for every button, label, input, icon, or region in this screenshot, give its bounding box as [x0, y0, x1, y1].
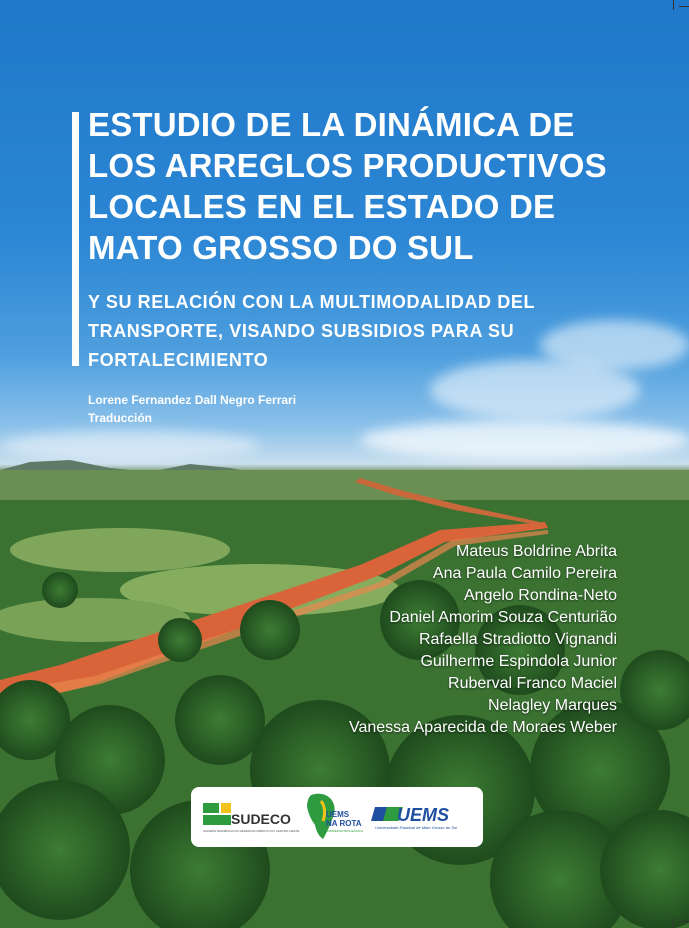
translator-block [88, 391, 296, 427]
author-name: Nelagley Marques [488, 697, 617, 714]
crop-mark [673, 0, 674, 10]
author-name: Rafaella Stradiotto Vignandi [418, 631, 617, 648]
uems-na-rota-line1: UEMS [326, 810, 350, 819]
logos-graphic [191, 787, 483, 847]
author-name: Angelo Rondina-Neto [464, 587, 617, 604]
uems-na-rota-logo [307, 794, 364, 839]
uems-tagline: Universidade Estadual de Mato Grosso do Sul [375, 825, 458, 830]
sudeco-logo [203, 803, 299, 833]
author-list [349, 541, 617, 739]
author-name: Vanessa Aparecida de Moraes Weber [348, 719, 617, 736]
crop-mark [679, 6, 689, 7]
author-name: Ruberval Franco Maciel [448, 675, 617, 692]
crop-mark [679, 921, 689, 922]
crop-mark [673, 918, 674, 928]
translator-name: Lorene Fernandez Dall Negro Ferrari [88, 393, 297, 407]
uems-name: UEMS [397, 805, 450, 825]
translator-role: Traducción [88, 411, 153, 425]
uems-na-rota-tagline: CORREDOR BIOCEÂNICO [326, 829, 364, 833]
author-name: Ana Paula Camilo Pereira [432, 565, 617, 582]
publisher-logos [191, 787, 483, 847]
sudeco-name: SUDECO [231, 811, 291, 827]
sudeco-tagline: SUPERINTENDÊNCIA DO DESENVOLVIMENTO DO CENTRO-OESTE [203, 829, 300, 833]
book-title: ESTUDIO DE LA DINÁMICA DE LOS ARREGLOS PRODUCTIVOS LOCALES EN EL ESTADO DE MATO GROSSO DO SUL [88, 106, 607, 266]
uems-na-rota-line2: NA ROTA [326, 819, 362, 828]
title-accent-bar [72, 112, 79, 366]
author-name: Daniel Amorim Souza Centurião [389, 609, 617, 626]
book-subtitle: Y SU RELACIÓN CON LA MULTIMODALIDAD DEL TRANSPORTE, VISANDO SUBSIDIOS PARA SU FORTALECIMIENTO [88, 292, 535, 370]
author-name: Mateus Boldrine Abrita [456, 543, 617, 560]
uems-logo [371, 805, 457, 830]
author-name: Guilherme Espindola Junior [420, 653, 617, 670]
